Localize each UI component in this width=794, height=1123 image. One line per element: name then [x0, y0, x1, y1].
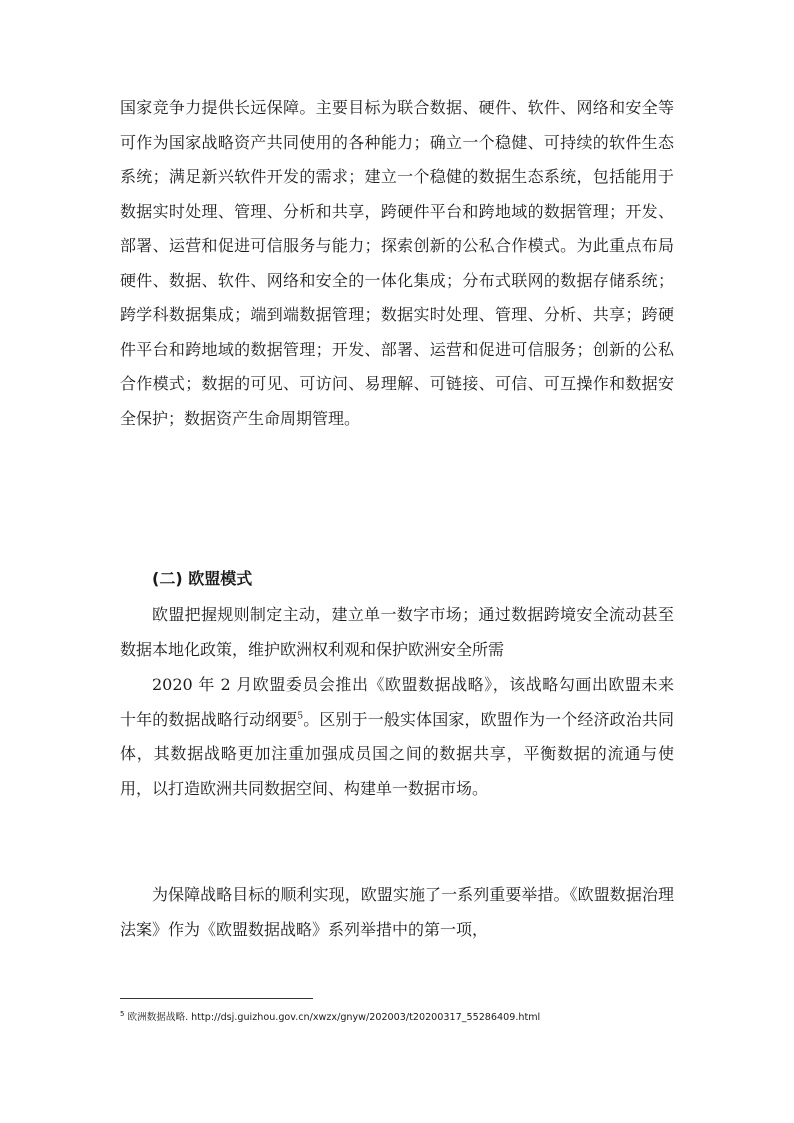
paragraph-eu-measures: 为保障战略目标的顺利实现，欧盟实施了一系列重要举措。《欧盟数据治理法案》作为《欧盟数据战略》系列举措中的第一项，	[120, 885, 674, 939]
footnote	[120, 1011, 680, 1025]
footnote-reference[interactable]: 5	[297, 711, 304, 722]
paragraph-us-strategy-goals: 国家竞争力提供长远保障。主要目标为联合数据、硬件、软件、网络和安全等可作为国家战略资产共同使用的各种能力；确立一个稳健、可持续的软件生态系统；满足新兴软件开发的需求；建立一个稳健的数据生态系统，包括能用于数据实时处理、管理、分析和共享，跨硬件平台和跨地域的数据管理；开发、部署、运营和促进可信服务与能力；探索创新的公私合作模式。为此重点布局硬件、数据、软件、网络和安全的一体化集成；分布式联网的数据存储系统；跨学科数据集成；端到端数据管理；数据实时处理、管理、分析、共享；跨硬件平台和跨地域的数据管理；开发、部署、运营和促进可信服务；创新的公私合作模式；数据的可见、可访问、易理解、可链接、可信、可互操作和数据安全保护；数据资产生命周期管理。	[120, 98, 674, 428]
paragraph-eu-data-strategy	[120, 668, 674, 806]
paragraph-text-part: 。区别于一般实体国家，欧盟作为一个经济政治共同体，其数据战略更加注重加强成员国之间的数据共享，平衡数据的流通与使用，以打造欧洲共同数据空间、构建单一数据市场。	[120, 709, 674, 798]
paragraph-text-part: 2020 年 2 月欧盟委员会推出《欧盟数据战略》，该战略勾画出欧盟未来十年的数据战略行动纲要	[120, 675, 674, 729]
section-heading-eu-model: (二) 欧盟模式	[152, 569, 253, 588]
footnote-divider	[120, 998, 313, 999]
footnote-text[interactable]: 欧洲数据战略. http://dsj.guizhou.gov.cn/xwzx/gnyw/202003/t20200317_55286409.html	[124, 1012, 541, 1023]
footnote-number: 5	[120, 1009, 125, 1018]
paragraph-eu-overview: 欧盟把握规则制定主动，建立单一数字市场；通过数据跨境安全流动甚至数据本地化政策，维护欧洲权利观和保护欧洲安全所需	[120, 605, 674, 659]
